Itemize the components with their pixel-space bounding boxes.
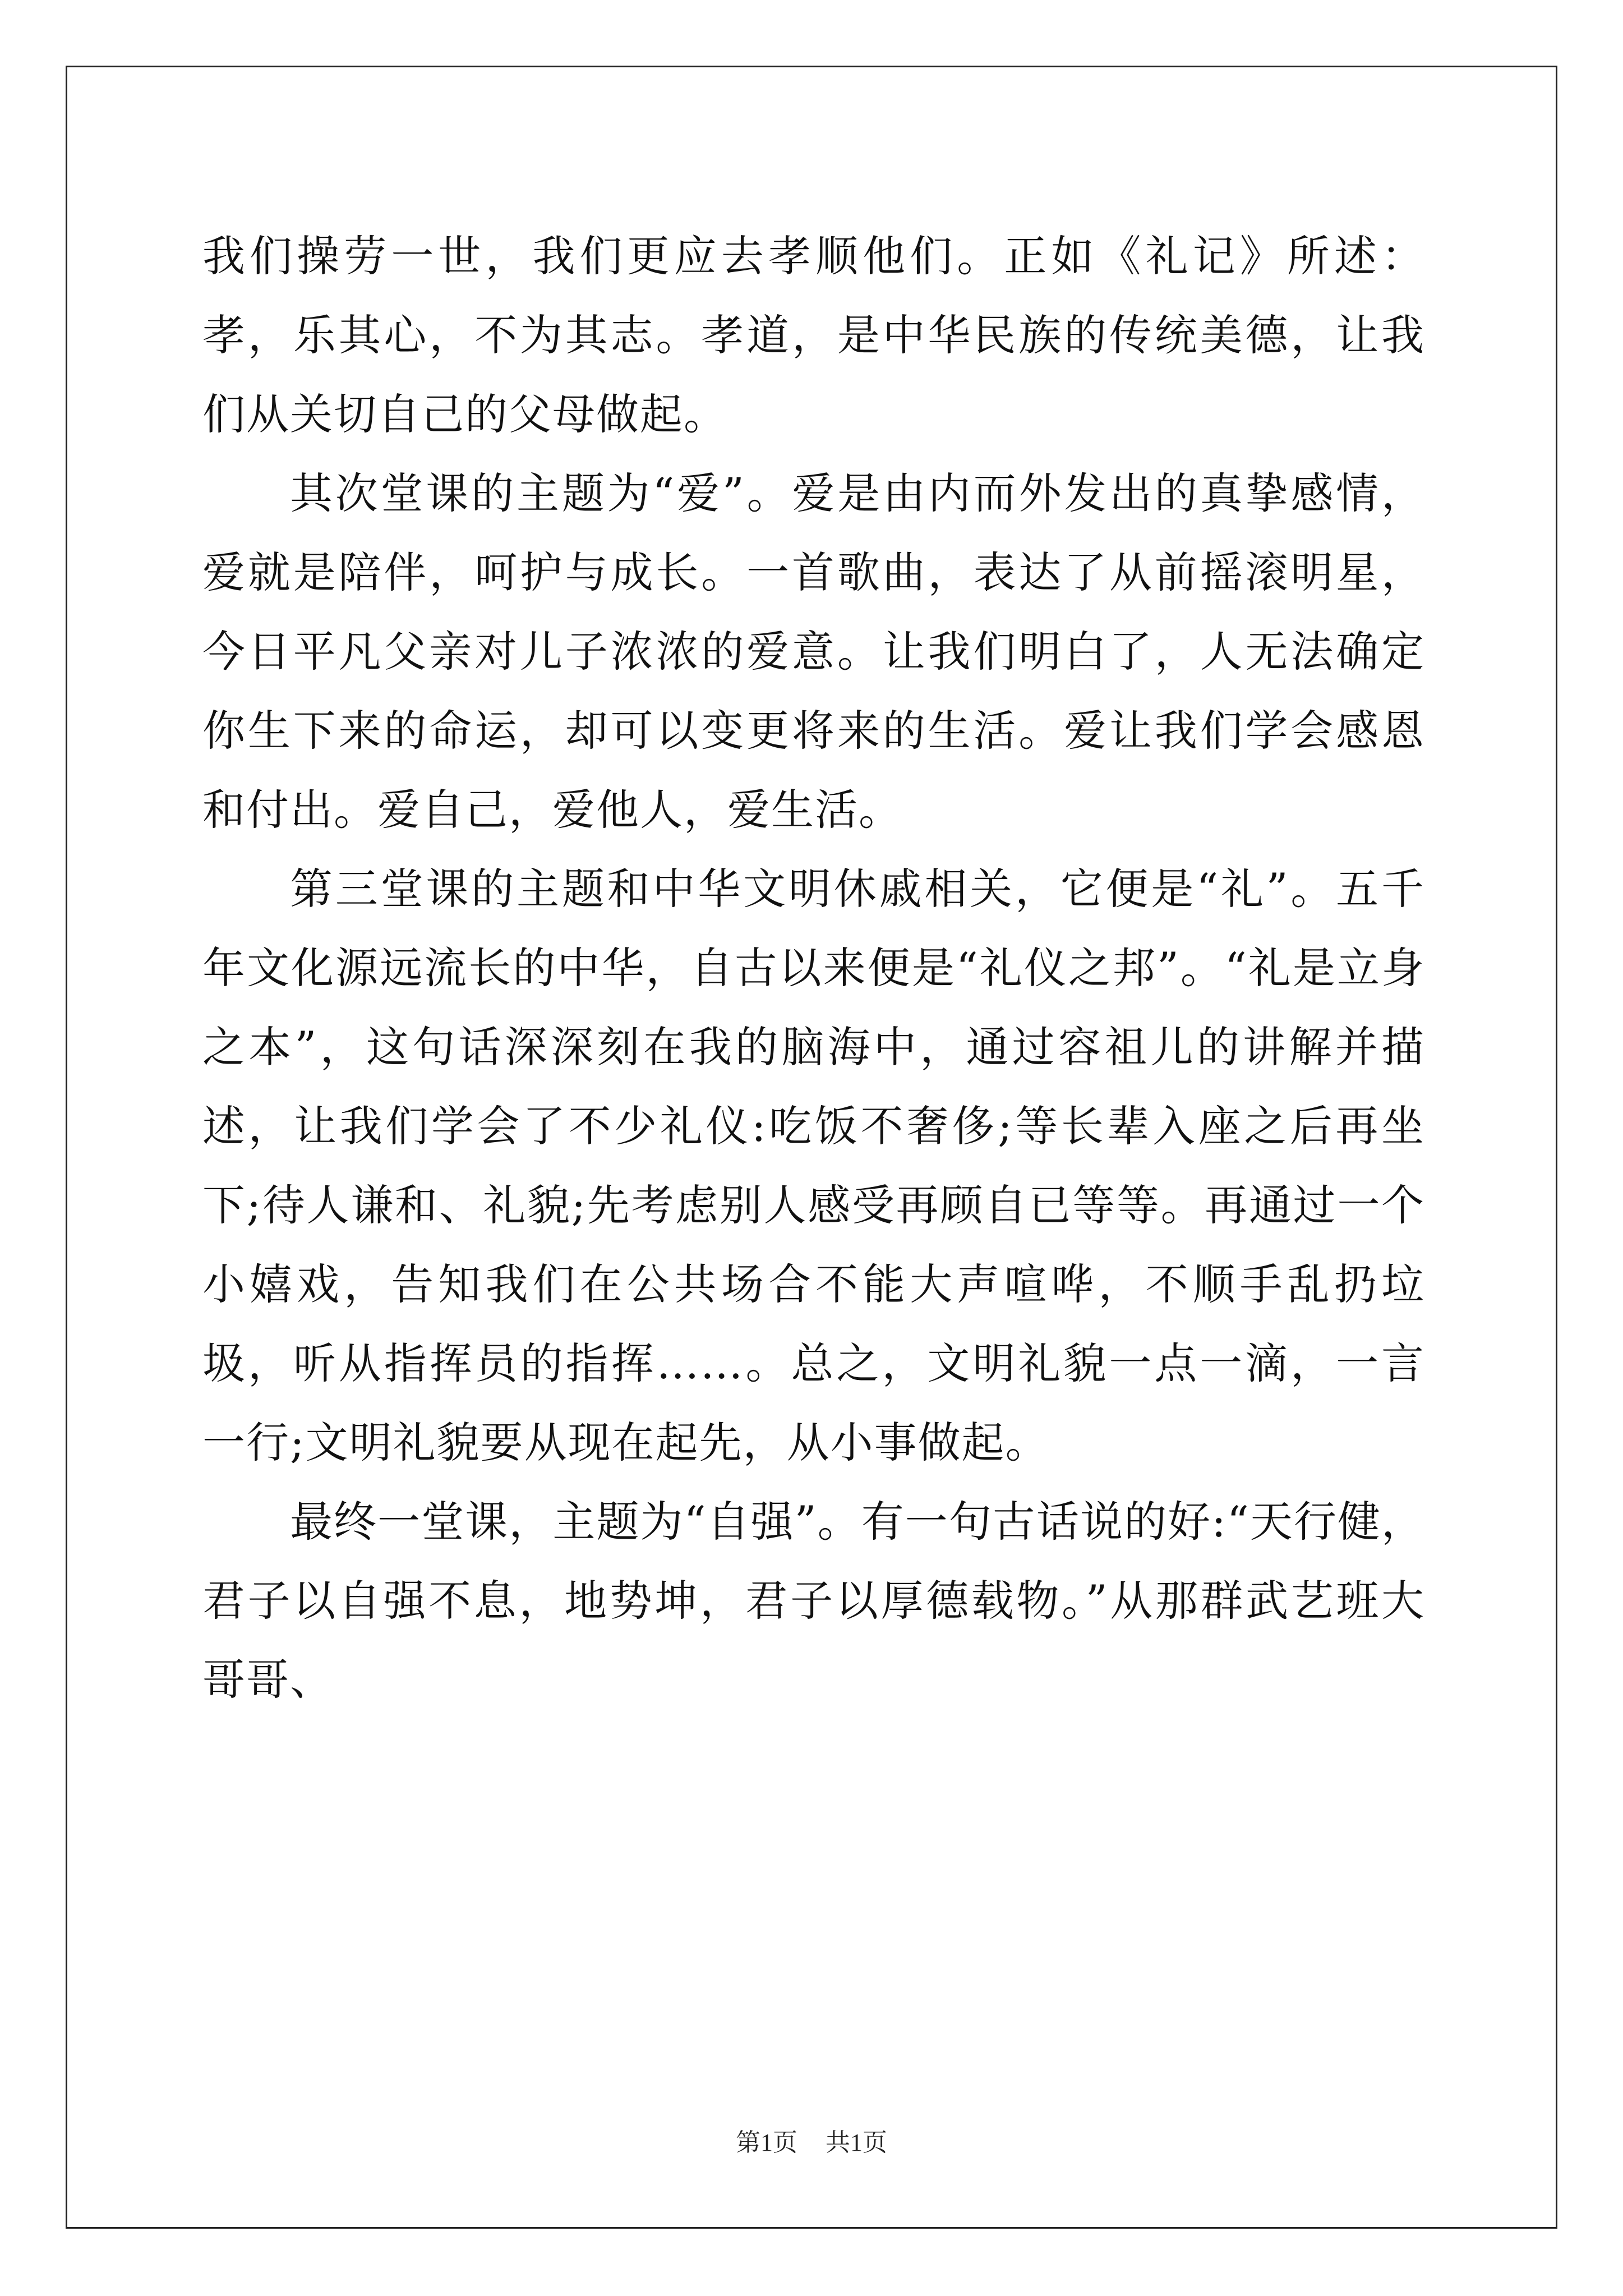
paragraph-2: 其次堂课的主题为“爱”。爱是由内而外发出的真挚感情，爱就是陪伴，呵护与成长。一首歌曲，表达了从前摇滚明星，今日平凡父亲对儿子浓浓的爱意。让我们明白了，人无法确定你生下来的命运，却可以变更将来的生活。爱让我们学会感恩和付出。爱自己，爱他人，爱生活。 <box>202 468 1425 835</box>
paragraph-4: 最终一堂课，主题为“自强”。有一句古话说的好:“天行健，君子以自强不息，地势坤，君子以厚德载物。”从那群武艺班大哥哥、 <box>202 1497 1425 1705</box>
page-total: 共1页 <box>826 2129 887 2156</box>
page-footer <box>0 2126 1623 2160</box>
page-number: 第1页 <box>736 2129 797 2156</box>
paragraph-3: 第三堂课的主题和中华文明休戚相关，它便是“礼”。五千年文化源远流长的中华，自古以来便是“礼仪之邦”。“礼是立身之本”，这句话深深刻在我的脑海中，通过容祖儿的讲解并描述，让我们学会了不少礼仪:吃饭不奢侈;等长辈入座之后再坐下;待人谦和、礼貌;先考虑别人感受再顾自已等等。再通过一个小嬉戏，告知我们在公共场合不能大声喧哗，不顺手乱扔垃圾，听从指挥员的指挥……。总之，文明礼貌一点一滴，一言一行;文明礼貌要从现在起先，从小事做起。 <box>202 864 1425 1467</box>
paragraph-1: 我们操劳一世，我们更应去孝顺他们。正如《礼记》所述：孝，乐其心，不为其志。孝道，是中华民族的传统美德，让我们从关切自己的父母做起。 <box>202 231 1425 439</box>
document-body <box>202 217 1425 1719</box>
